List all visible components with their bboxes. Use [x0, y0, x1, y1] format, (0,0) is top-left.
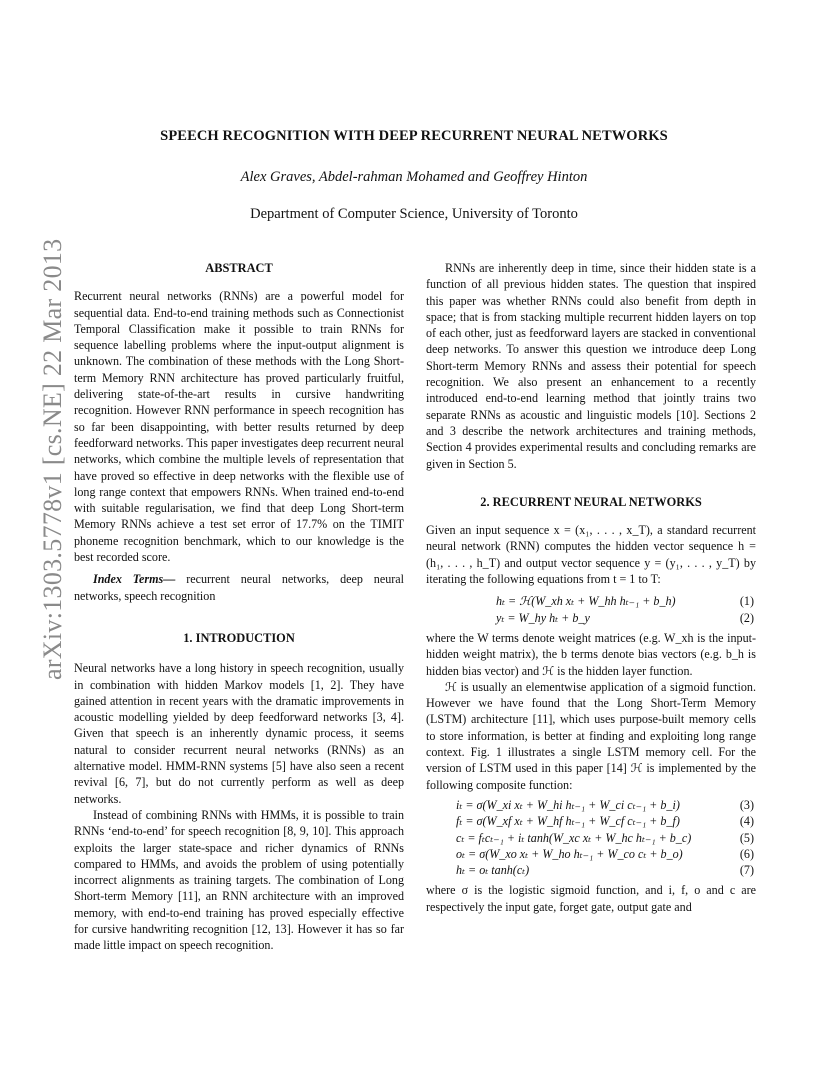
paper-affiliation: Department of Computer Science, University of Toronto	[250, 206, 578, 222]
index-terms-label: Index Terms—	[93, 572, 176, 587]
intro-paragraph-2: Instead of combining RNNs with HMMs, it is possible to train RNNs ‘end-to-end’ for speech recognition [8, 9, 10]. This approach exploits the larger state-space and richer dynamics of RNNs compared to HMMs, and avoids the problem of using potentially incorrect alignments as training targets. The combination of Long Short-term Memory [11], an RNN architecture with an improved memory, with end-to-end training has proved especially effective for cursive handwriting recognition [12, 13]. However it has so far made little impact on speech recognition.	[74, 807, 404, 953]
abstract-heading: ABSTRACT	[205, 261, 273, 275]
equation-4: fₜ = σ(W_xf xₜ + W_hf hₜ₋₁ + W_cf cₜ₋₁ + b_f) (4)	[456, 814, 754, 829]
rnn-paragraph-3: ℋ is usually an elementwise application of a sigmoid function. However we have found that the Long Short-Term Memory (LSTM) architecture [11], which uses purpose-built memory cells to store information, is better at finding and exploiting long range context. Fig. 1 illustrates a single LSTM memory cell. For the version of LSTM used in this paper [14] ℋ is implemented by the following composite function:	[426, 679, 756, 792]
equations-1-2	[426, 593, 756, 626]
equation-6: oₜ = σ(W_xo xₜ + W_ho hₜ₋₁ + W_co cₜ + b_o) (6)	[456, 846, 754, 861]
equation-1: hₜ = ℋ(W_xh xₜ + W_hh hₜ₋₁ + b_h) (1)	[496, 594, 754, 609]
paper-title: SPEECH RECOGNITION WITH DEEP RECURRENT NEURAL NETWORKS	[160, 128, 668, 144]
equation-2: yₜ = W_hy hₜ + b_y (2)	[496, 610, 754, 625]
right-paragraph-1: RNNs are inherently deep in time, since their hidden state is a function of all previous hidden states. The question that inspired this paper was whether RNNs could also benefit from depth in space; that is from stacking multiple recurrent hidden layers on top of each other, just as feedforward layers are stacked in conventional deep networks. To answer this question we introduce deep Long Short-term Memory RNNs and assess their potential for speech recognition. We also present an enhancement to a recently introduced end-to-end learning method that jointly trains two separate RNNs as acoustic and linguistic models [10]. Sections 2 and 3 describe the network architectures and training methods, Section 4 provides experimental results and concluding remarks are given in Section 5.	[426, 261, 756, 471]
rnn-paragraph-1: Given an input sequence x = (x₁, . . . , x_T), a standard recurrent neural network (RNN) computes the hidden vector sequence h = (h₁, . . . , h_T) and output vector sequence y = (y₁, . . . , y_T) by iterating the following equations from t = 1 to T:	[426, 523, 756, 587]
equation-7: hₜ = oₜ tanh(cₜ) (7)	[456, 863, 754, 878]
arxiv-side-stamp	[18, 238, 67, 680]
equations-3-7	[426, 797, 756, 878]
equation-3: iₜ = σ(W_xi xₜ + W_hi hₜ₋₁ + W_ci cₜ₋₁ + b_i) (3)	[456, 797, 754, 812]
abstract-text: Recurrent neural networks (RNNs) are a powerful model for sequential data. End-to-end training methods such as Connectionist Temporal Classification make it possible to train RNNs for sequence labelling problems where the input-output alignment is unknown. The combination of these methods with the Long Short-term Memory RNN architecture has proved particularly fruitful, delivering state-of-the-art results in cursive handwriting recognition. However RNN performance in speech recognition has so far been disappointing, with better results returned by deep feedforward networks. This paper investigates deep recurrent neural networks, which combine the multiple levels of representation that have proved so effective in deep networks with the flexible use of long range context that empowers RNNs. When trained end-to-end with suitable regularisation, we find that deep Long Short-term Memory RNNs achieve a test set error of 17.7% on the TIMIT phoneme recognition benchmark, which to our knowledge is the best recorded score.	[74, 289, 404, 565]
index-terms-text: recurrent neural networks, deep neural networks, speech recognition	[74, 572, 404, 603]
rnn-paragraph-4: where σ is the logistic sigmoid function, and i, f, o and c are respectively the input gate, forget gate, output gate and	[426, 883, 756, 914]
right-column	[426, 260, 756, 915]
rnn-paragraph-2: where the W terms denote weight matrices (e.g. W_xh is the input-hidden weight matrix), the b terms denote bias vectors (e.g. b_h is hidden bias vector) and ℋ is the hidden layer function.	[426, 630, 756, 678]
paper-authors: Alex Graves, Abdel-rahman Mohamed and Geoffrey Hinton	[240, 169, 588, 185]
intro-paragraph-1: Neural networks have a long history in speech recognition, usually in combination with hidden Markov models [1, 2]. They have gained attention in recent years with the dramatic improvements in acoustic modelling yielded by deep feedforward networks [3, 4]. Given that speech is an inherently dynamic process, it seems natural to consider recurrent neural networks (RNNs) as an alternative model. HMM-RNN systems [5] have also seen a recent revival [6, 7], but do not currently perform as well as deep networks.	[74, 661, 404, 806]
rnn-heading: 2. RECURRENT NEURAL NETWORKS	[480, 494, 702, 509]
equation-5: cₜ = fₜcₜ₋₁ + iₜ tanh(W_xc xₜ + W_hc hₜ₋₁ + b_c) (5)	[456, 830, 754, 845]
intro-heading: 1. INTRODUCTION	[183, 630, 295, 645]
left-column	[74, 260, 404, 954]
arxiv-identifier: arXiv:1303.5778v1 [cs.NE] 22 Mar 2013	[38, 238, 67, 680]
index-terms	[74, 571, 404, 604]
